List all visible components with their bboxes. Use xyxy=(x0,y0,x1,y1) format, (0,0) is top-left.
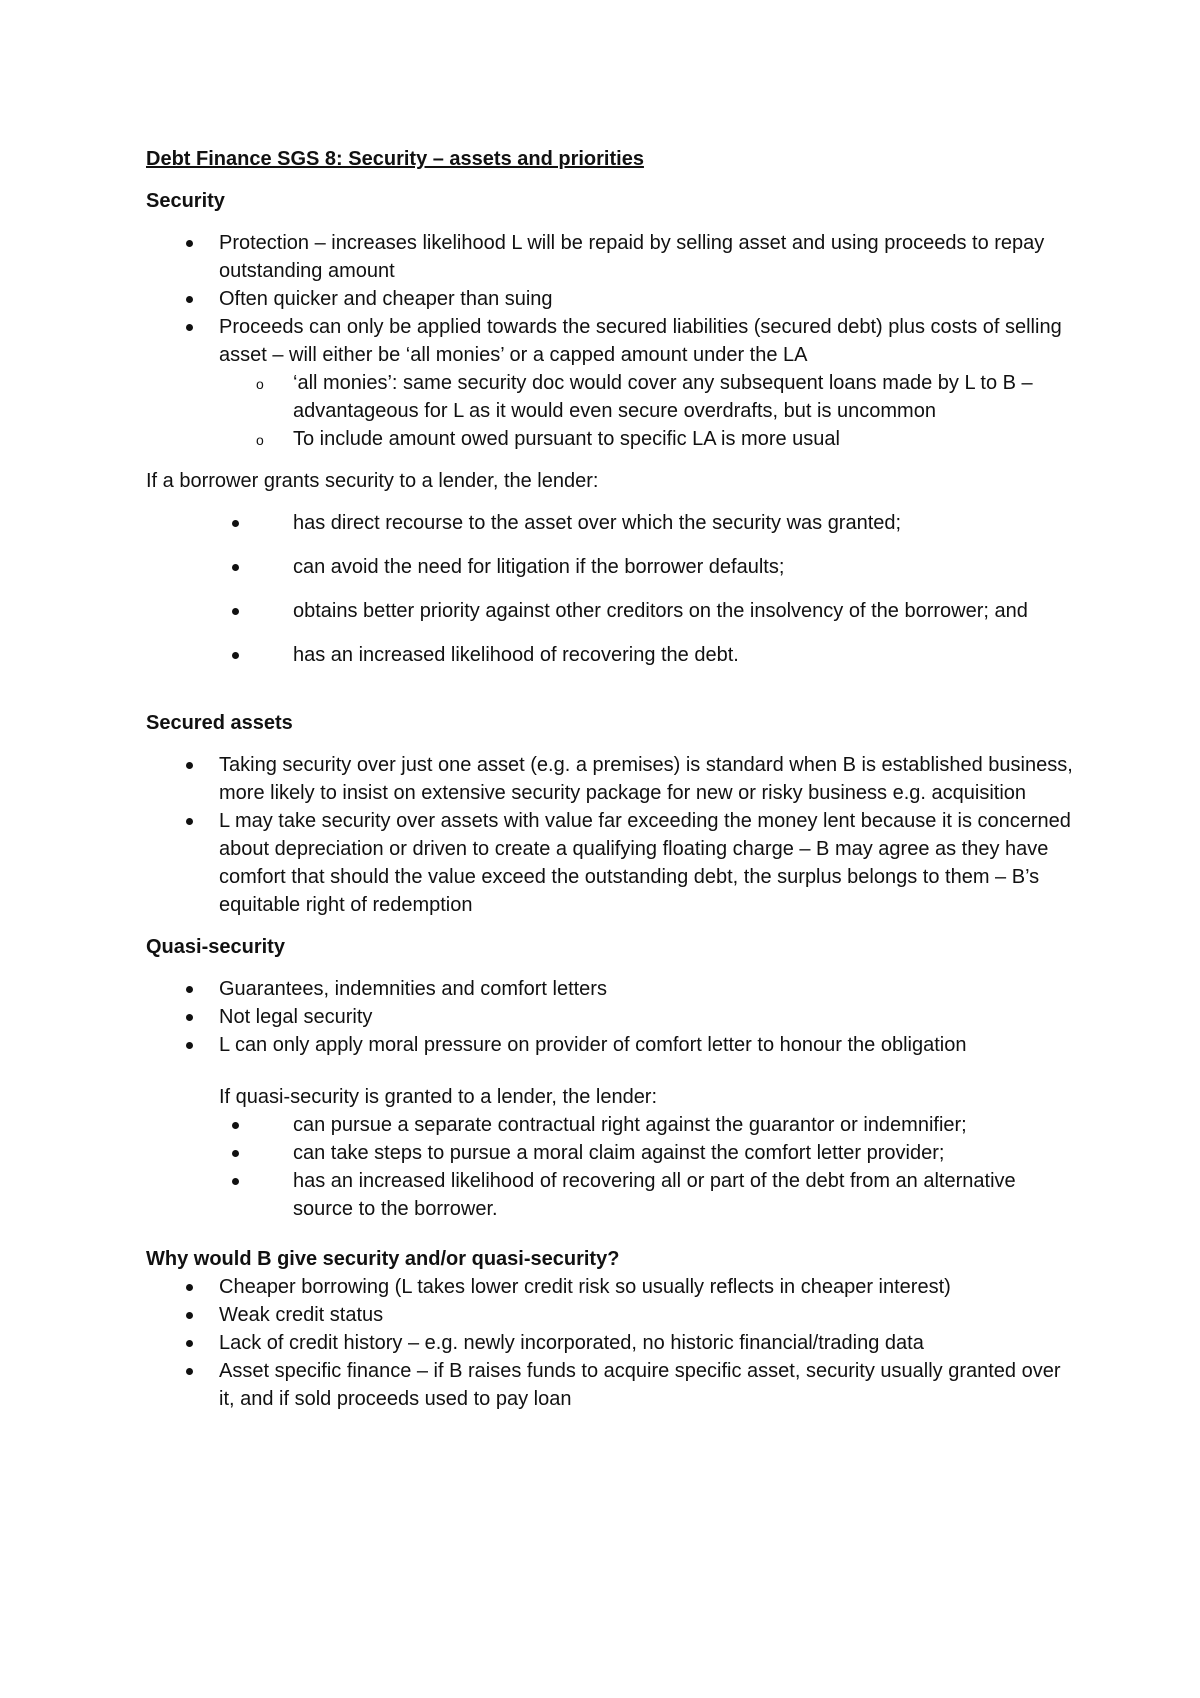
list-item: can avoid the need for litigation if the borrower defaults; xyxy=(146,553,1076,581)
quasi-security-list xyxy=(146,975,1076,1059)
list-item: Taking security over just one asset (e.g. a premises) is standard when B is established business, more likely to insist on extensive security package for new or risky business e.g. acquisition xyxy=(146,751,1076,807)
list-item: Weak credit status xyxy=(146,1301,1076,1329)
why-list xyxy=(146,1273,1076,1413)
secured-assets-list xyxy=(146,751,1076,919)
quasi-security-sub-list xyxy=(146,1111,1076,1223)
sub-list-item: o To include amount owed pursuant to specific LA is more usual xyxy=(146,425,1076,453)
quasi-security-section xyxy=(146,933,1076,1223)
security-sub-list xyxy=(146,369,1076,453)
list-item: obtains better priority against other creditors on the insolvency of the borrower; and xyxy=(146,597,1076,625)
list-item: Protection – increases likelihood L will be repaid by selling asset and using proceeds to repay outstanding amount xyxy=(146,229,1076,285)
document-title: Debt Finance SGS 8: Security – assets and priorities xyxy=(146,148,644,170)
sub-list-item: o ‘all monies’: same security doc would cover any subsequent loans made by L to B – advantageous for L as it would even secure overdrafts, but is uncommon xyxy=(146,369,1076,425)
list-item: Guarantees, indemnities and comfort letters xyxy=(146,975,1076,1003)
list-item: Often quicker and cheaper than suing xyxy=(146,285,1076,313)
list-item: can pursue a separate contractual right against the guarantor or indemnifier; xyxy=(146,1111,1076,1139)
security-list xyxy=(146,229,1076,369)
list-item: Lack of credit history – e.g. newly incorporated, no historic financial/trading data xyxy=(146,1329,1076,1357)
grants-intro: If a borrower grants security to a lender, the lender: xyxy=(146,470,599,492)
why-heading: Why would B give security and/or quasi-security? xyxy=(146,1248,620,1270)
secured-assets-section xyxy=(146,709,1076,919)
list-item: has an increased likelihood of recovering all or part of the debt from an alternative source to the borrower. xyxy=(146,1167,1076,1223)
list-item: has direct recourse to the asset over which the security was granted; xyxy=(146,509,1076,537)
grants-section xyxy=(146,467,1076,669)
quasi-security-heading: Quasi-security xyxy=(146,936,285,958)
list-item: Asset specific finance – if B raises funds to acquire specific asset, security usually granted over it, and if sold proceeds used to pay loan xyxy=(146,1357,1076,1413)
security-section xyxy=(146,187,1076,453)
document-content xyxy=(146,145,1076,1413)
secured-assets-heading: Secured assets xyxy=(146,712,293,734)
list-item: Not legal security xyxy=(146,1003,1076,1031)
list-item: Proceeds can only be applied towards the secured liabilities (secured debt) plus costs of selling asset – will either be ‘all monies’ or a capped amount under the LA xyxy=(146,313,1076,369)
security-heading: Security xyxy=(146,190,225,212)
list-item: L can only apply moral pressure on provider of comfort letter to honour the obligation xyxy=(146,1031,1076,1059)
list-item: has an increased likelihood of recovering the debt. xyxy=(146,641,1076,669)
list-item: can take steps to pursue a moral claim against the comfort letter provider; xyxy=(146,1139,1076,1167)
list-item: L may take security over assets with value far exceeding the money lent because it is concerned about depreciation or driven to create a qualifying floating charge – B may agree as they have comfort that should the value exceed the outstanding debt, the surplus belongs to them – B’s equitable right of redemption xyxy=(146,807,1076,919)
grants-list xyxy=(146,509,1076,669)
quasi-security-intro: If quasi-security is granted to a lender, the lender: xyxy=(219,1086,658,1108)
why-section xyxy=(146,1245,1076,1413)
list-item: Cheaper borrowing (L takes lower credit risk so usually reflects in cheaper interest) xyxy=(146,1273,1076,1301)
